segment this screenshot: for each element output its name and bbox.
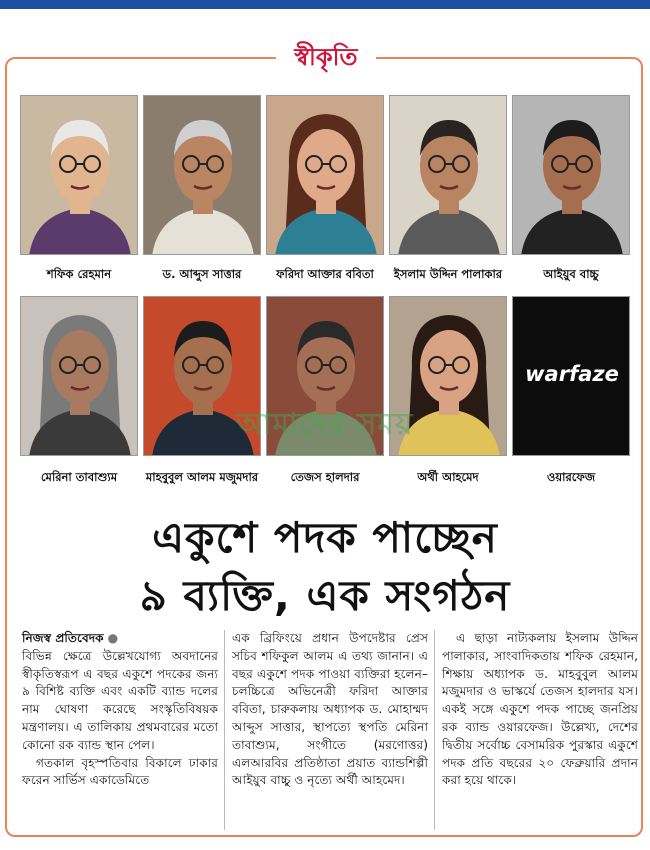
person-name: অর্থী আহমেদ: [417, 470, 479, 484]
watermark: আমাদের সময়: [236, 407, 414, 442]
man-portrait-icon: [144, 96, 261, 255]
person-name: মাহবুবুল আলম মজুমদার: [145, 470, 259, 484]
article-column-3: [442, 630, 638, 790]
man-portrait-icon: [21, 96, 138, 255]
person-name: ফরিদা আক্তার ববিতা: [276, 267, 374, 281]
portrait-photo: [20, 296, 138, 456]
woman-portrait-icon: [267, 96, 384, 255]
column-divider: [224, 630, 225, 830]
bullet-icon: ●: [107, 631, 119, 645]
article-column-1: [22, 630, 218, 790]
byline: নিজস্ব প্রতিবেদক: [22, 631, 104, 645]
section-tag: স্বীকৃতি: [276, 38, 376, 76]
article-paragraph: এ ছাড়া নাট্যকলায় ইসলাম উদ্দিন পালাকার, সাংবাদিকতায় শফিক রেহমান, শিক্ষায় অধ্যাপক ড. মাহবুবুল আলম মজুমদার ও ভাস্কর্যে তেজস হালদার যস। একই সঙ্গে একুশে পদক পাচ্ছে জনপ্রিয় রক ব্যান্ড ওয়ারফেজ। উল্লেখ্য, দেশের দ্বিতীয় সর্বোচ্চ বেসামরিক পুরস্কার একুশে পদক প্রতি বছরের ২০ ফেব্রুয়ারি প্রদান করা হয়ে থাকে।: [442, 631, 638, 788]
person-name: ড. আব্দুস সাত্তার: [162, 267, 242, 281]
article-paragraph: বিভিন্ন ক্ষেত্রে উল্লেখযোগ্য অবদানের স্বীকৃতিস্বরূপ এ বছর একুশে পদকের জন্য ৯ বিশিষ্ট ব্যক্তি এবং একটি ব্যান্ড দলের নাম ঘোষণা করেছে সংস্কৃতিবিষয়ক মন্ত্রণালয়। এ তালিকায় প্রথমবারের মতো কোনো রক ব্যান্ড স্থান পেল।: [22, 648, 218, 752]
article-column-2: [232, 630, 428, 790]
portrait-photo: [512, 95, 630, 255]
person-name: শফিক রেহমান: [46, 267, 112, 281]
portrait-photo: [512, 296, 630, 456]
man-portrait-icon: [390, 96, 507, 255]
band-logo-text: warfaze: [525, 362, 619, 386]
woman-portrait-icon: [21, 297, 138, 456]
headline-line-2: ৯ ব্যক্তি, এক সংগঠন: [139, 571, 511, 620]
portrait-photo: [266, 95, 384, 255]
band-logo-icon: [513, 297, 630, 456]
person-name: ইসলাম উদ্দিন পালাকার: [393, 267, 503, 281]
headline-line-1: একুশে পদক পাচ্ছেন: [152, 513, 498, 562]
person-name: মেরিনা তাবাশ্যুম: [40, 470, 118, 484]
portrait-photo: [143, 95, 261, 255]
top-color-bar: [0, 0, 650, 9]
article-paragraph: এক ব্রিফিংয়ে প্রধান উপদেষ্টার প্রেস সচিব শফিকুল আলম এ তথ্য জানান। এ বছর একুশে পদক পাওয়া ব্যক্তিরা হলেন– চলচ্চিত্রে অভিনেত্রী ফরিদা আক্তার ববিতা, চারুকলায় অধ্যাপক ড. মোহাম্মদ আব্দুস সাত্তার, স্থাপত্যে স্থপতি মেরিনা তাবাশ্যুম, সংগীতে (মরণোত্তর) এলআরবির প্রতিষ্ঠাতা প্রয়াত ব্যান্ডশিল্পী আইয়ুব বাচ্চু ও নৃত্যে অর্থী আহমেদ।: [232, 631, 428, 788]
man-portrait-icon: [513, 96, 630, 255]
portrait-photo: [389, 95, 507, 255]
article-paragraph: গতকাল বৃহস্পতিবার বিকালে ঢাকার ফরেন সার্ভিস একাডেমিতে: [22, 755, 218, 788]
column-divider: [434, 630, 435, 830]
person-name: ওয়ারফেজ: [546, 470, 596, 484]
portrait-photo: [20, 95, 138, 255]
person-name: তেজস হালদার: [290, 470, 360, 484]
person-name: আইয়ুব বাচ্চু: [543, 267, 599, 281]
